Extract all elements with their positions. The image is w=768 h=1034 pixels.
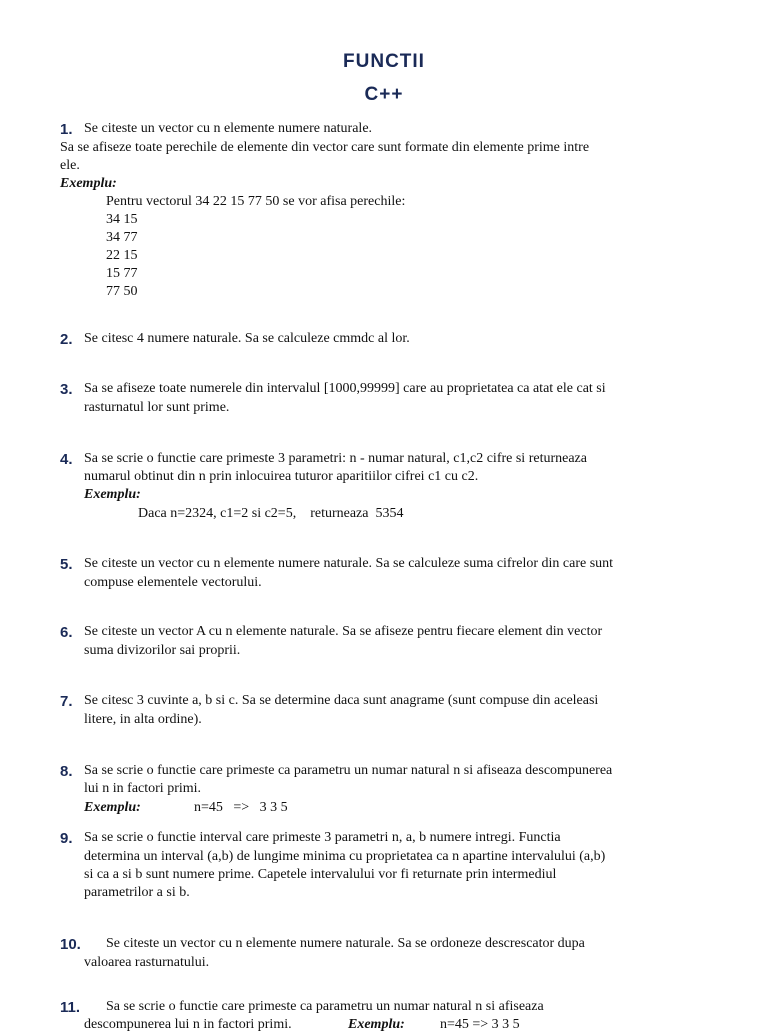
problem-text: Se citesc 4 numere naturale. Sa se calculeze cmmdc al lor.: [84, 331, 410, 346]
problem-text: ele.: [60, 158, 80, 173]
problem-text: Se citeste un vector cu n elemente numere naturale.: [84, 121, 373, 136]
problem-text: Sa se scrie o functie interval care primeste 3 parametri n, a, b numere intregi. Functia: [84, 830, 561, 845]
problem-number: 8.: [60, 763, 73, 780]
example-text: n=45 => 3 3 5: [194, 800, 288, 815]
example-label: Exemplu:: [84, 487, 141, 502]
problem-number: 5.: [60, 556, 73, 573]
problem-text: Sa se scrie o functie care primeste ca parametru un numar natural n si afiseaza: [106, 999, 544, 1014]
page-subtitle: C++: [364, 84, 404, 105]
problem-text: valoarea rasturnatului.: [84, 955, 210, 970]
example-label: Exemplu:: [348, 1017, 405, 1032]
problem-text: litere, in alta ordine).: [84, 712, 202, 727]
problem-text: lui n in factori primi.: [84, 781, 202, 796]
problem-text: rasturnatul lor sunt prime.: [84, 400, 230, 415]
problem-number: 3.: [60, 381, 73, 398]
example-pair: 22 15: [106, 248, 138, 263]
problem-number: 10.: [60, 936, 81, 953]
problem-text: Se citeste un vector A cu n elemente naturale. Sa se afiseze pentru fiecare element din vector: [84, 624, 603, 639]
problem-text: Se citesc 3 cuvinte a, b si c. Sa se determine daca sunt anagrame (sunt compuse din aceleasi: [84, 693, 599, 708]
problem-text: Sa se scrie o functie care primeste 3 parametri: n - numar natural, c1,c2 cifre si returneaza: [84, 451, 587, 466]
problem-text: Se citeste un vector cu n elemente numere naturale. Sa se calculeze suma cifrelor din care sunt: [84, 556, 614, 571]
problem-text: parametrilor a si b.: [84, 885, 190, 900]
problem-number: 1.: [60, 121, 73, 138]
problem-number: 4.: [60, 451, 73, 468]
example-text: Daca n=2324, c1=2 si c2=5, returneaza 5354: [138, 506, 404, 521]
problem-number: 7.: [60, 693, 73, 710]
example-intro: Pentru vectorul 34 22 15 77 50 se vor afisa perechile:: [106, 194, 406, 209]
example-pair: 15 77: [106, 266, 138, 281]
problem-text: numarul obtinut din n prin inlocuirea tuturor aparitiilor cifrei c1 cu c2.: [84, 469, 479, 484]
page-title: FUNCTII: [343, 51, 425, 72]
problem-number: 11.: [60, 999, 81, 1016]
problem-text: compuse elementele vectorului.: [84, 575, 262, 590]
problem-text: si ca a si b sunt numere prime. Capetele intervalului vor fi returnate prin intermediul: [84, 867, 557, 882]
example-pair: 34 77: [106, 230, 138, 245]
problem-text: Se citeste un vector cu n elemente numere naturale. Sa se ordoneze descrescator dupa: [106, 936, 585, 951]
example-pair: 77 50: [106, 284, 138, 299]
example-label: Exemplu:: [60, 176, 117, 191]
problem-text: Sa se afiseze toate perechile de elemente din vector care sunt formate din elemente prime intre: [60, 140, 590, 155]
example-pair: 34 15: [106, 212, 138, 227]
example-text: n=45 => 3 3 5: [440, 1017, 520, 1032]
problem-number: 6.: [60, 624, 73, 641]
problem-text: determina un interval (a,b) de lungime minima cu proprietatea ca n apartine intervalului (a,b): [84, 849, 606, 864]
problem-text: Sa se scrie o functie care primeste ca parametru un numar natural n si afiseaza descompunerea: [84, 763, 613, 778]
problem-number: 2.: [60, 331, 73, 348]
problem-text: Sa se afiseze toate numerele din intervalul [1000,99999] care au proprietatea ca atat ele cat si: [84, 381, 606, 396]
problem-number: 9.: [60, 830, 73, 847]
example-label: Exemplu:: [84, 800, 141, 815]
problem-text: suma divizorilor sai proprii.: [84, 643, 241, 658]
problem-text: descompunerea lui n in factori primi.: [84, 1017, 292, 1032]
